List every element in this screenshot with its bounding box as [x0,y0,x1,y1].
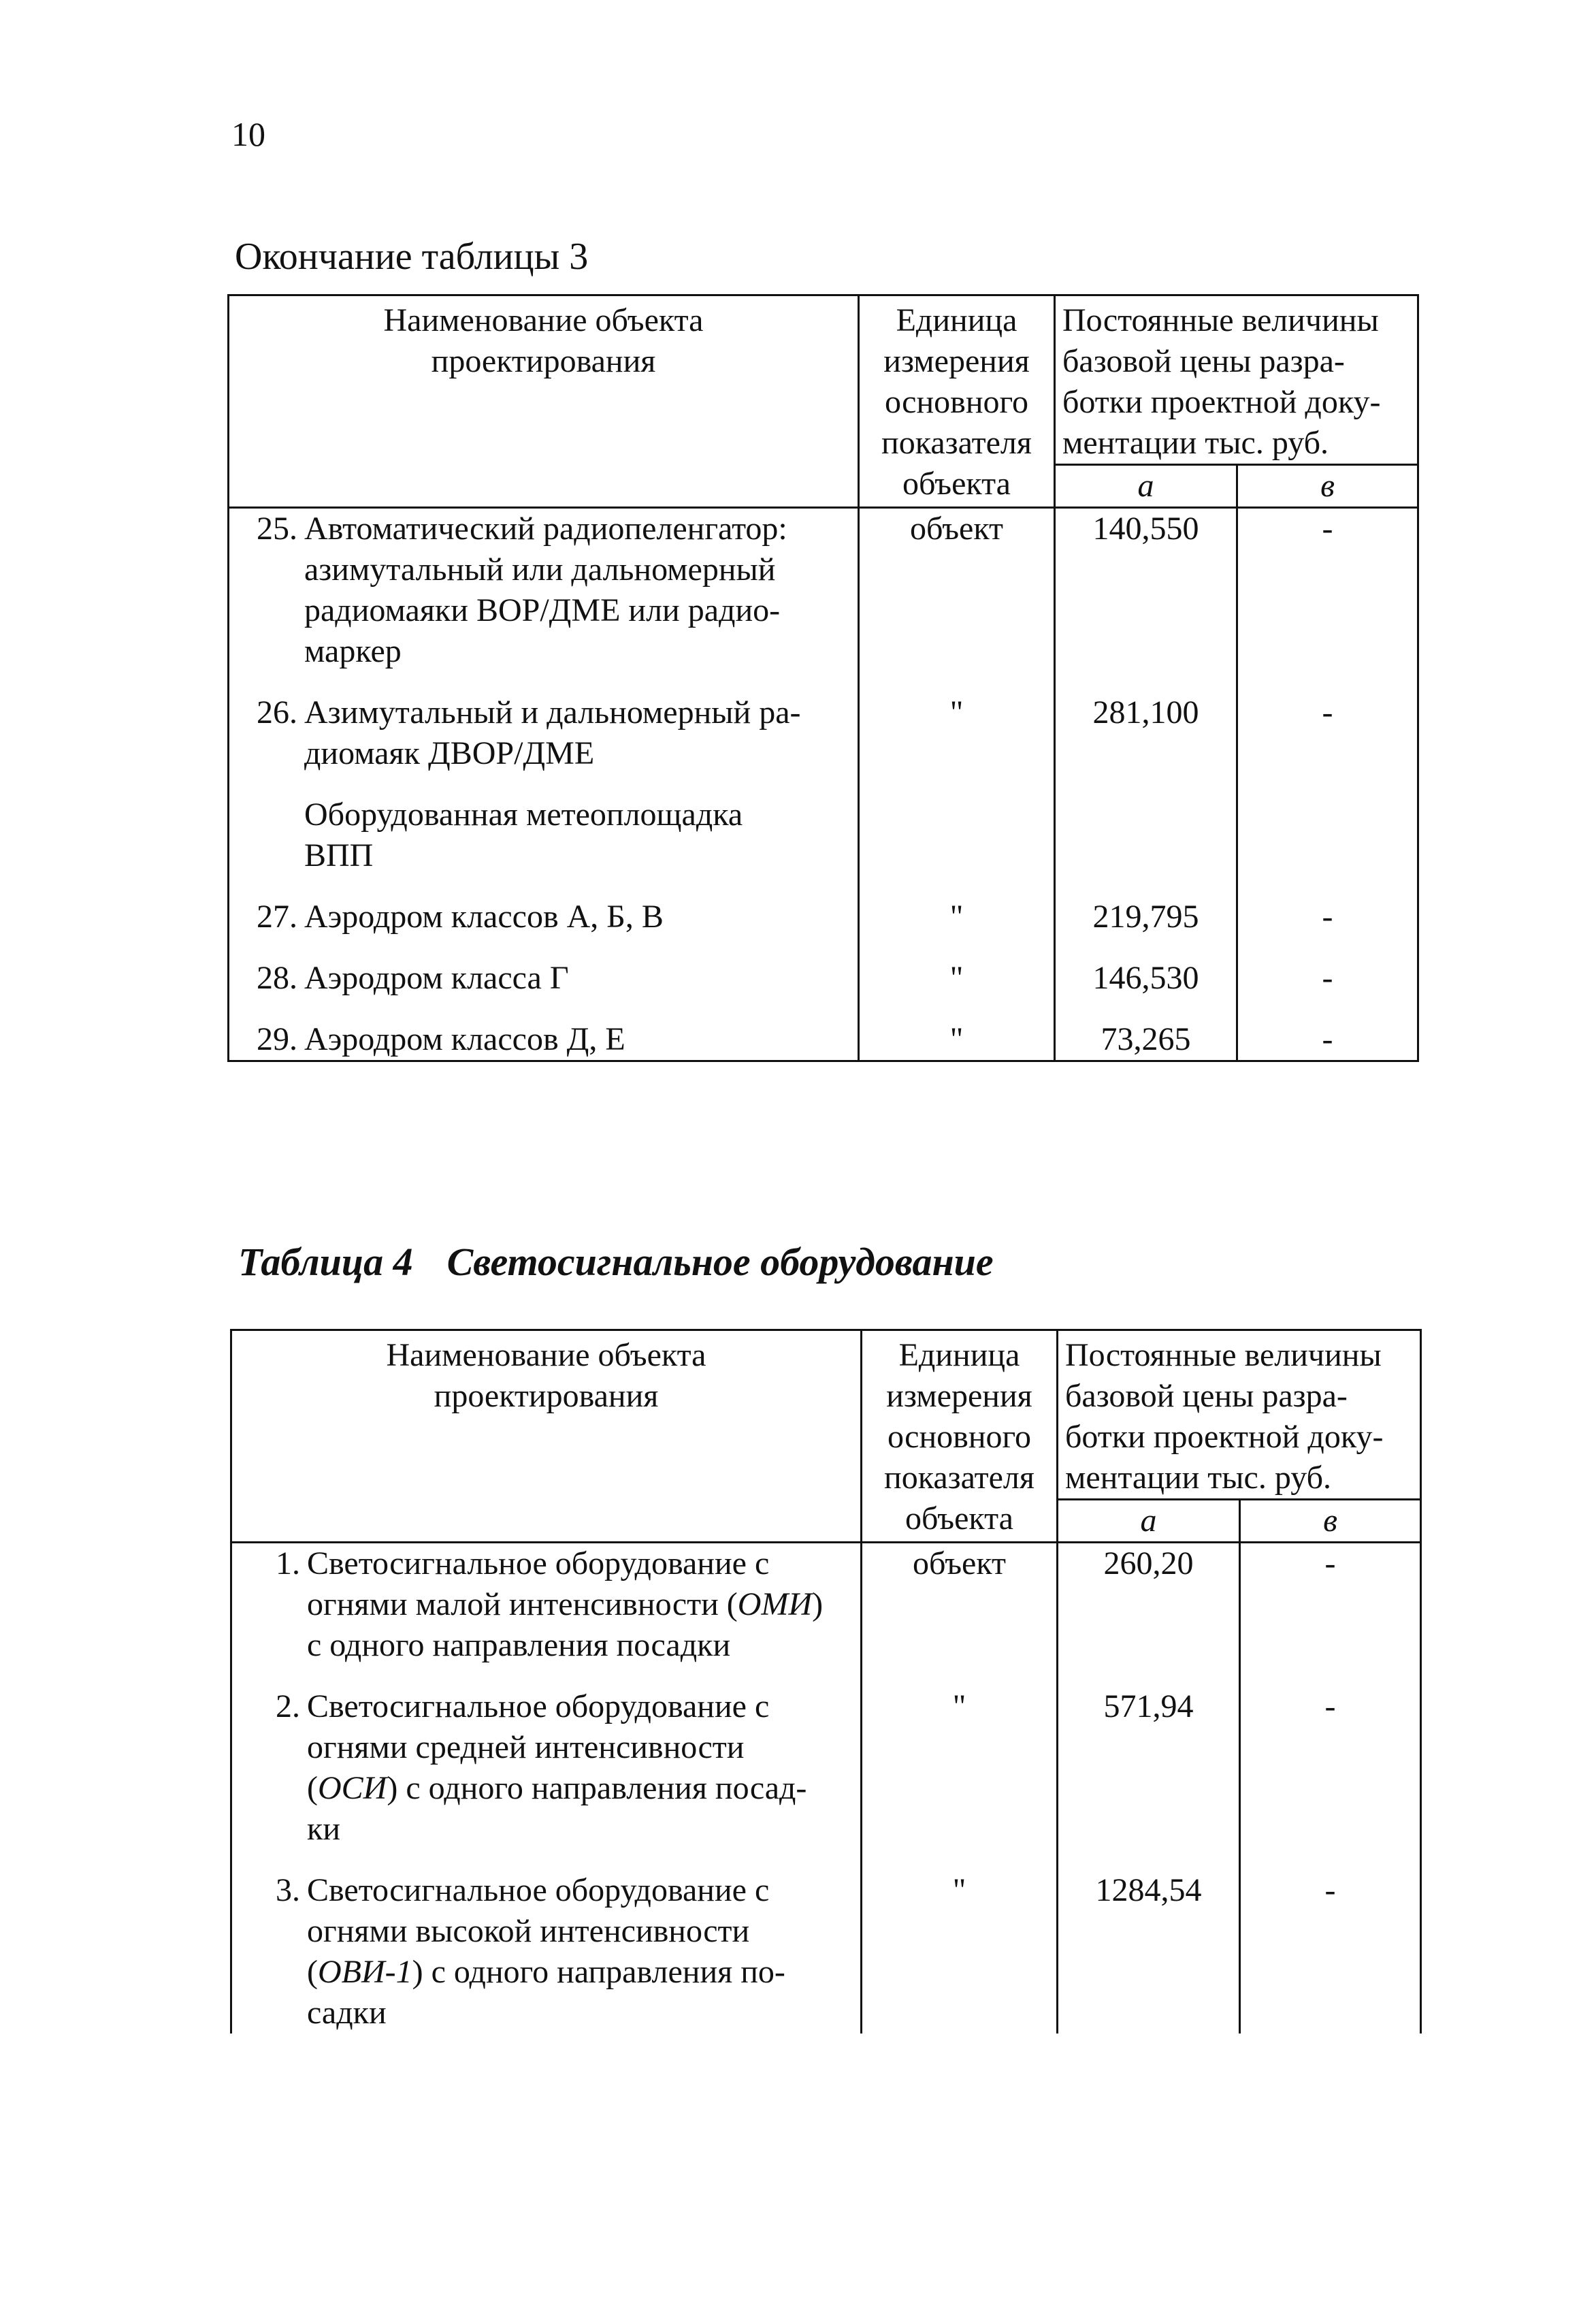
row-number: 25. [257,511,297,547]
table3-header-unit: Единица измерения основного показателя объекта [859,295,1055,508]
table4-header-unit: Единица измерения основного показателя объекта [862,1330,1058,1543]
page-number: 10 [231,115,265,153]
row-number: 1. [276,1545,300,1581]
table-row: 26. Азимутальный и дальномерный ра- диомаяк ДВОР/ДМЕ " 281,100 - [229,692,1418,774]
unit-cell: " [859,692,1055,774]
value-b-cell: - [1237,1019,1418,1061]
value-a-cell: 1284,54 [1058,1870,1240,2033]
value-b-cell: - [1237,897,1418,937]
value-b-cell: - [1240,1686,1421,1850]
value-b-cell: - [1237,692,1418,774]
table4-caption-label: Таблица 4 [238,1240,413,1284]
unit-cell: " [859,1019,1055,1061]
unit-cell: " [859,958,1055,999]
unit-cell: объект [859,508,1055,673]
value-b-cell: - [1240,1870,1421,2033]
table3-caption: Окончание таблицы 3 [235,236,589,278]
value-b-cell: - [1240,1543,1421,1667]
table4-caption-title: Светосигнальное оборудование [446,1240,994,1284]
table-row: 25. Автоматический радиопеленгатор: азимутальный или дальномерный радиомаяки ВОР/ДМЕ или радио- маркер объект 140,550 - [229,508,1418,673]
table-row: 3. Светосигнальное оборудование с огнями высокой интенсивности (ОВИ-1) с одного направления по- садки " 1284,54 - [231,1870,1421,2033]
unit-cell: " [862,1686,1058,1850]
table3-col-a-header: а [1055,465,1237,508]
table4-col-b-header: в [1240,1500,1421,1543]
value-b-cell: - [1237,508,1418,673]
row-number: 26. [257,694,297,730]
table3-col-b-header: в [1237,465,1418,508]
table3-header-name: Наименование объекта проектирования [229,295,859,508]
value-a-cell: 260,20 [1058,1543,1240,1667]
value-a-cell: 140,550 [1055,508,1237,673]
table4-caption [238,1239,994,1285]
table3 [227,294,1419,1062]
value-a-cell: 571,94 [1058,1686,1240,1850]
unit-cell: " [862,1870,1058,2033]
row-number: 28. [257,960,297,996]
table-row: 2. Светосигнальное оборудование с огнями средней интенсивности (ОСИ) с одного направления посад- ки " 571,94 - [231,1686,1421,1850]
row-number: 3. [276,1872,300,1908]
table-row: 1. Светосигнальное оборудование с огнями малой интенсивности (ОМИ) с одного направления посадки объект 260,20 - [231,1543,1421,1667]
table4 [230,1329,1422,2033]
value-a-cell: 73,265 [1055,1019,1237,1061]
row-number: 29. [257,1021,297,1057]
table-row: 29. Аэродром классов Д, Е " 73,265 - [229,1019,1418,1061]
table4-col-a-header: а [1058,1500,1240,1543]
unit-cell: объект [862,1543,1058,1667]
value-a-cell: 146,530 [1055,958,1237,999]
unit-cell: " [859,897,1055,937]
table-row: 27. Аэродром классов А, Б, В " 219,795 - [229,897,1418,937]
value-a-cell: 281,100 [1055,692,1237,774]
row-number: 27. [257,899,297,935]
table3-header-const: Постоянные величины базовой цены разра- ботки проектной доку- ментации тыс. руб. [1055,295,1418,465]
row-number: 2. [276,1688,300,1724]
value-a-cell: 219,795 [1055,897,1237,937]
value-b-cell: - [1237,958,1418,999]
table-row: 28. Аэродром класса Г " 146,530 - [229,958,1418,999]
table4-header-name: Наименование объекта проектирования [231,1330,862,1543]
table4-header-const: Постоянные величины базовой цены разра- ботки проектной доку- ментации тыс. руб. [1058,1330,1421,1500]
table-row: Оборудованная метеоплощадка ВПП [229,794,1418,876]
